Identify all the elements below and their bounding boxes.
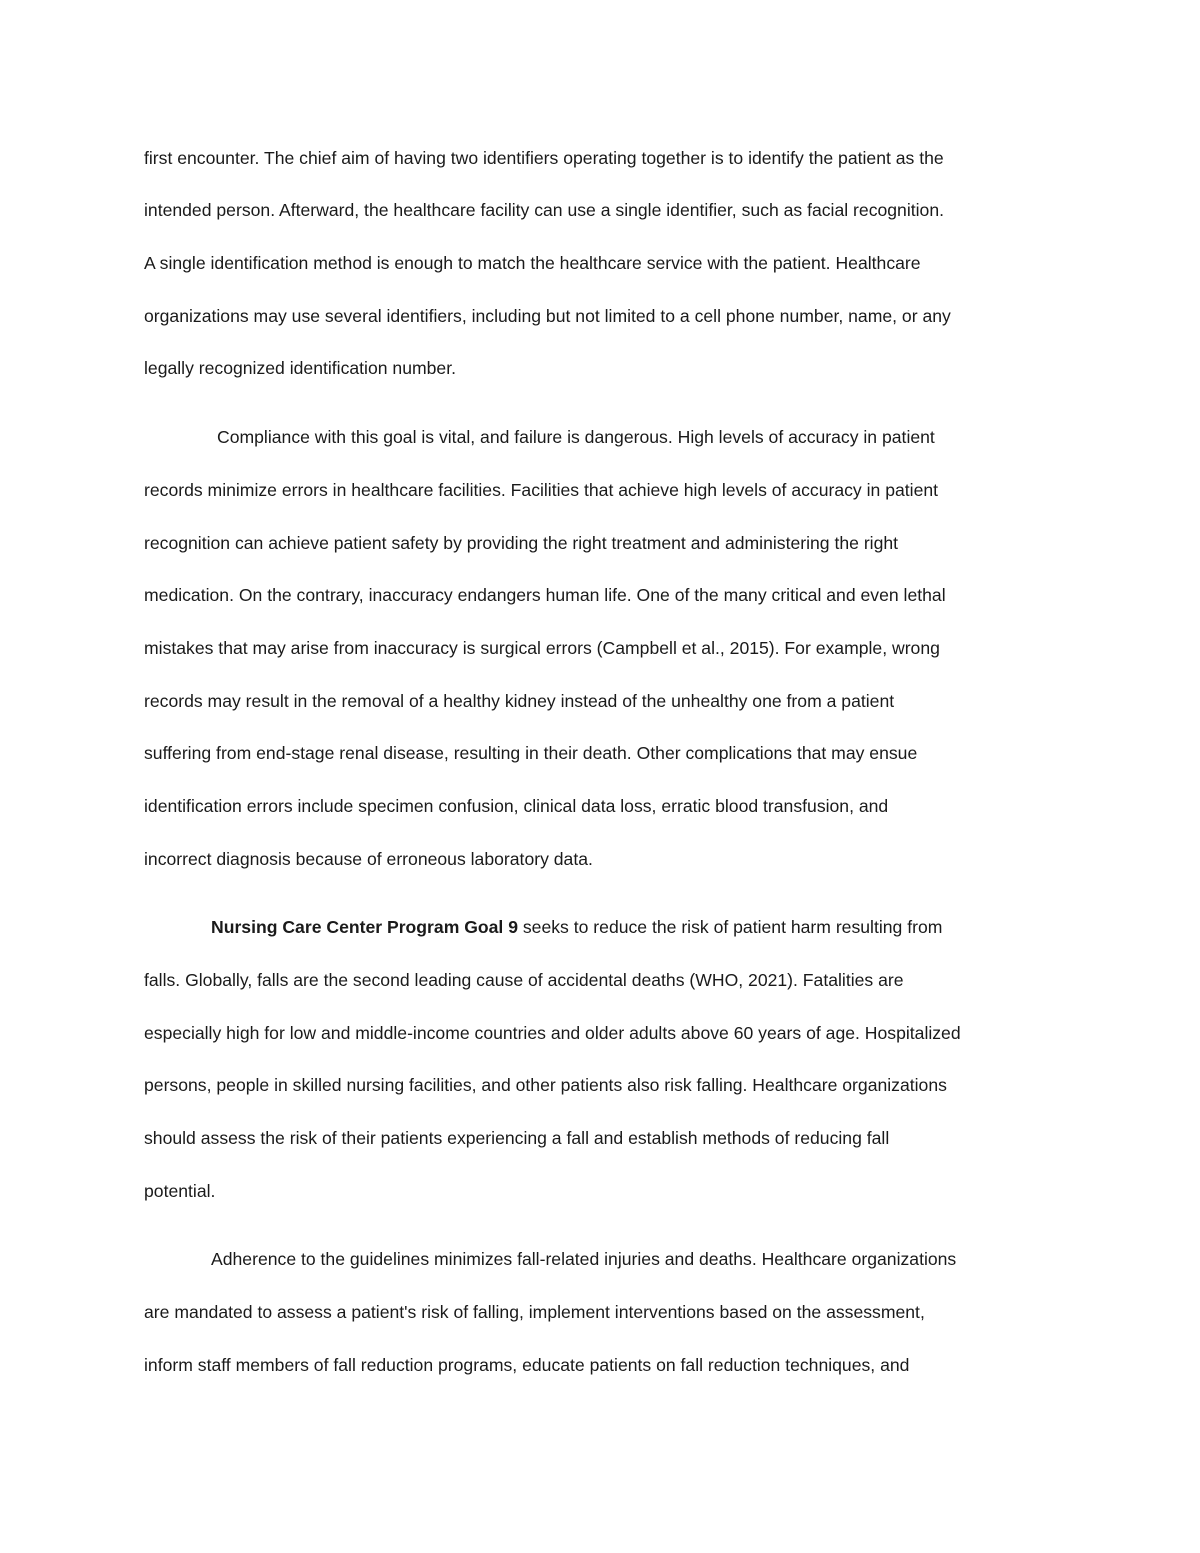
text-line: incorrect diagnosis because of erroneous laboratory data. — [144, 849, 593, 869]
text-line: suffering from end-stage renal disease, resulting in their death. Other complications that may ensue — [144, 743, 918, 763]
text-line: first encounter. The chief aim of having two identifiers operating together is to identify the patient as the — [144, 148, 944, 168]
text-line: recognition can achieve patient safety by providing the right treatment and administering the right — [144, 533, 899, 553]
text-line: should assess the risk of their patients experiencing a fall and establish methods of reducing fall — [144, 1128, 890, 1148]
text-line: Compliance with this goal is vital, and failure is dangerous. High levels of accuracy in patient — [217, 427, 935, 447]
text-line: intended person. Afterward, the healthcare facility can use a single identifier, such as facial recognition. — [144, 200, 945, 220]
text-span: seeks to reduce the risk of patient harm resulting from — [518, 917, 943, 937]
text-line: organizations may use several identifiers, including but not limited to a cell phone number, name, or any — [144, 306, 951, 326]
text-line: especially high for low and middle-income countries and older adults above 60 years of age. Hospitalized — [144, 1023, 961, 1043]
text-line: medication. On the contrary, inaccuracy endangers human life. One of the many critical and even lethal — [144, 585, 946, 605]
text-line: inform staff members of fall reduction programs, educate patients on fall reduction techniques, and — [144, 1355, 910, 1375]
text-line: falls. Globally, falls are the second leading cause of accidental deaths (WHO, 2021). Fatalities are — [144, 970, 904, 990]
text-line: are mandated to assess a patient's risk of falling, implement interventions based on the assessment, — [144, 1302, 925, 1322]
text-line: records may result in the removal of a healthy kidney instead of the unhealthy one from a patient — [144, 691, 895, 711]
text-line: legally recognized identification number. — [144, 358, 456, 378]
text-line: mistakes that may arise from inaccuracy is surgical errors (Campbell et al., 2015). For example, wrong — [144, 638, 940, 658]
text-line — [211, 915, 942, 939]
text-line: persons, people in skilled nursing facilities, and other patients also risk falling. Healthcare organizations — [144, 1075, 947, 1095]
text-line: identification errors include specimen confusion, clinical data loss, erratic blood transfusion, and — [144, 796, 889, 816]
text-line: A single identification method is enough to match the healthcare service with the patient. Healthcare — [144, 253, 921, 273]
text-line: records minimize errors in healthcare facilities. Facilities that achieve high levels of accuracy in patient — [144, 480, 939, 500]
text-line: Adherence to the guidelines minimizes fall-related injuries and deaths. Healthcare organizations — [211, 1249, 957, 1269]
section-heading: Nursing Care Center Program Goal 9 — [211, 917, 518, 937]
text-line: potential. — [144, 1181, 216, 1201]
